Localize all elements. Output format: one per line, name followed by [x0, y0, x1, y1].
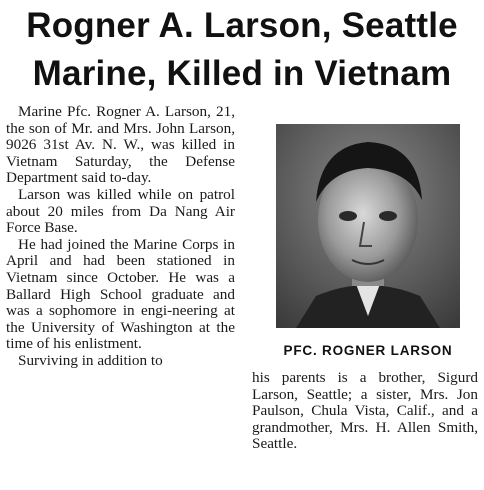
article-paragraph-4: Surviving in addition to [18, 351, 163, 369]
portrait-image [276, 124, 460, 328]
portrait-photo [276, 124, 460, 328]
article-column-left [6, 104, 235, 370]
article-column-right [252, 370, 478, 453]
headline [0, 2, 484, 98]
article-paragraph-3: He had joined the Marine Corps in April and had been stationed in Vietnam since October. He was a Ballard High School graduate and was a sophomore in engi-neering at the University of Washington at the time of his enlistment. [6, 235, 235, 353]
article-paragraph-2: Larson was killed while on patrol about 20 miles from Da Nang Air Force Base. [6, 185, 235, 237]
article-continuation: his parents is a brother, Sigurd Larson, Seattle; a sister, Mrs. Jon Paulson, Chula Vista, Calif., and a grandmother, Mrs. H. Allen Smith, Seattle. [252, 369, 478, 453]
headline-line-2: Marine, Killed in Vietnam [32, 54, 452, 93]
photo-caption: PFC. ROGNER LARSON [283, 343, 453, 358]
article-paragraph-1: Marine Pfc. Rogner A. Larson, 21, the son of Mr. and Mrs. John Larson, 9026 31st Av. N. W., was killed in Vietnam Saturday, the Defense Department said to-day. [6, 103, 235, 187]
headline-line-1: Rogner A. Larson, Seattle [26, 6, 458, 45]
